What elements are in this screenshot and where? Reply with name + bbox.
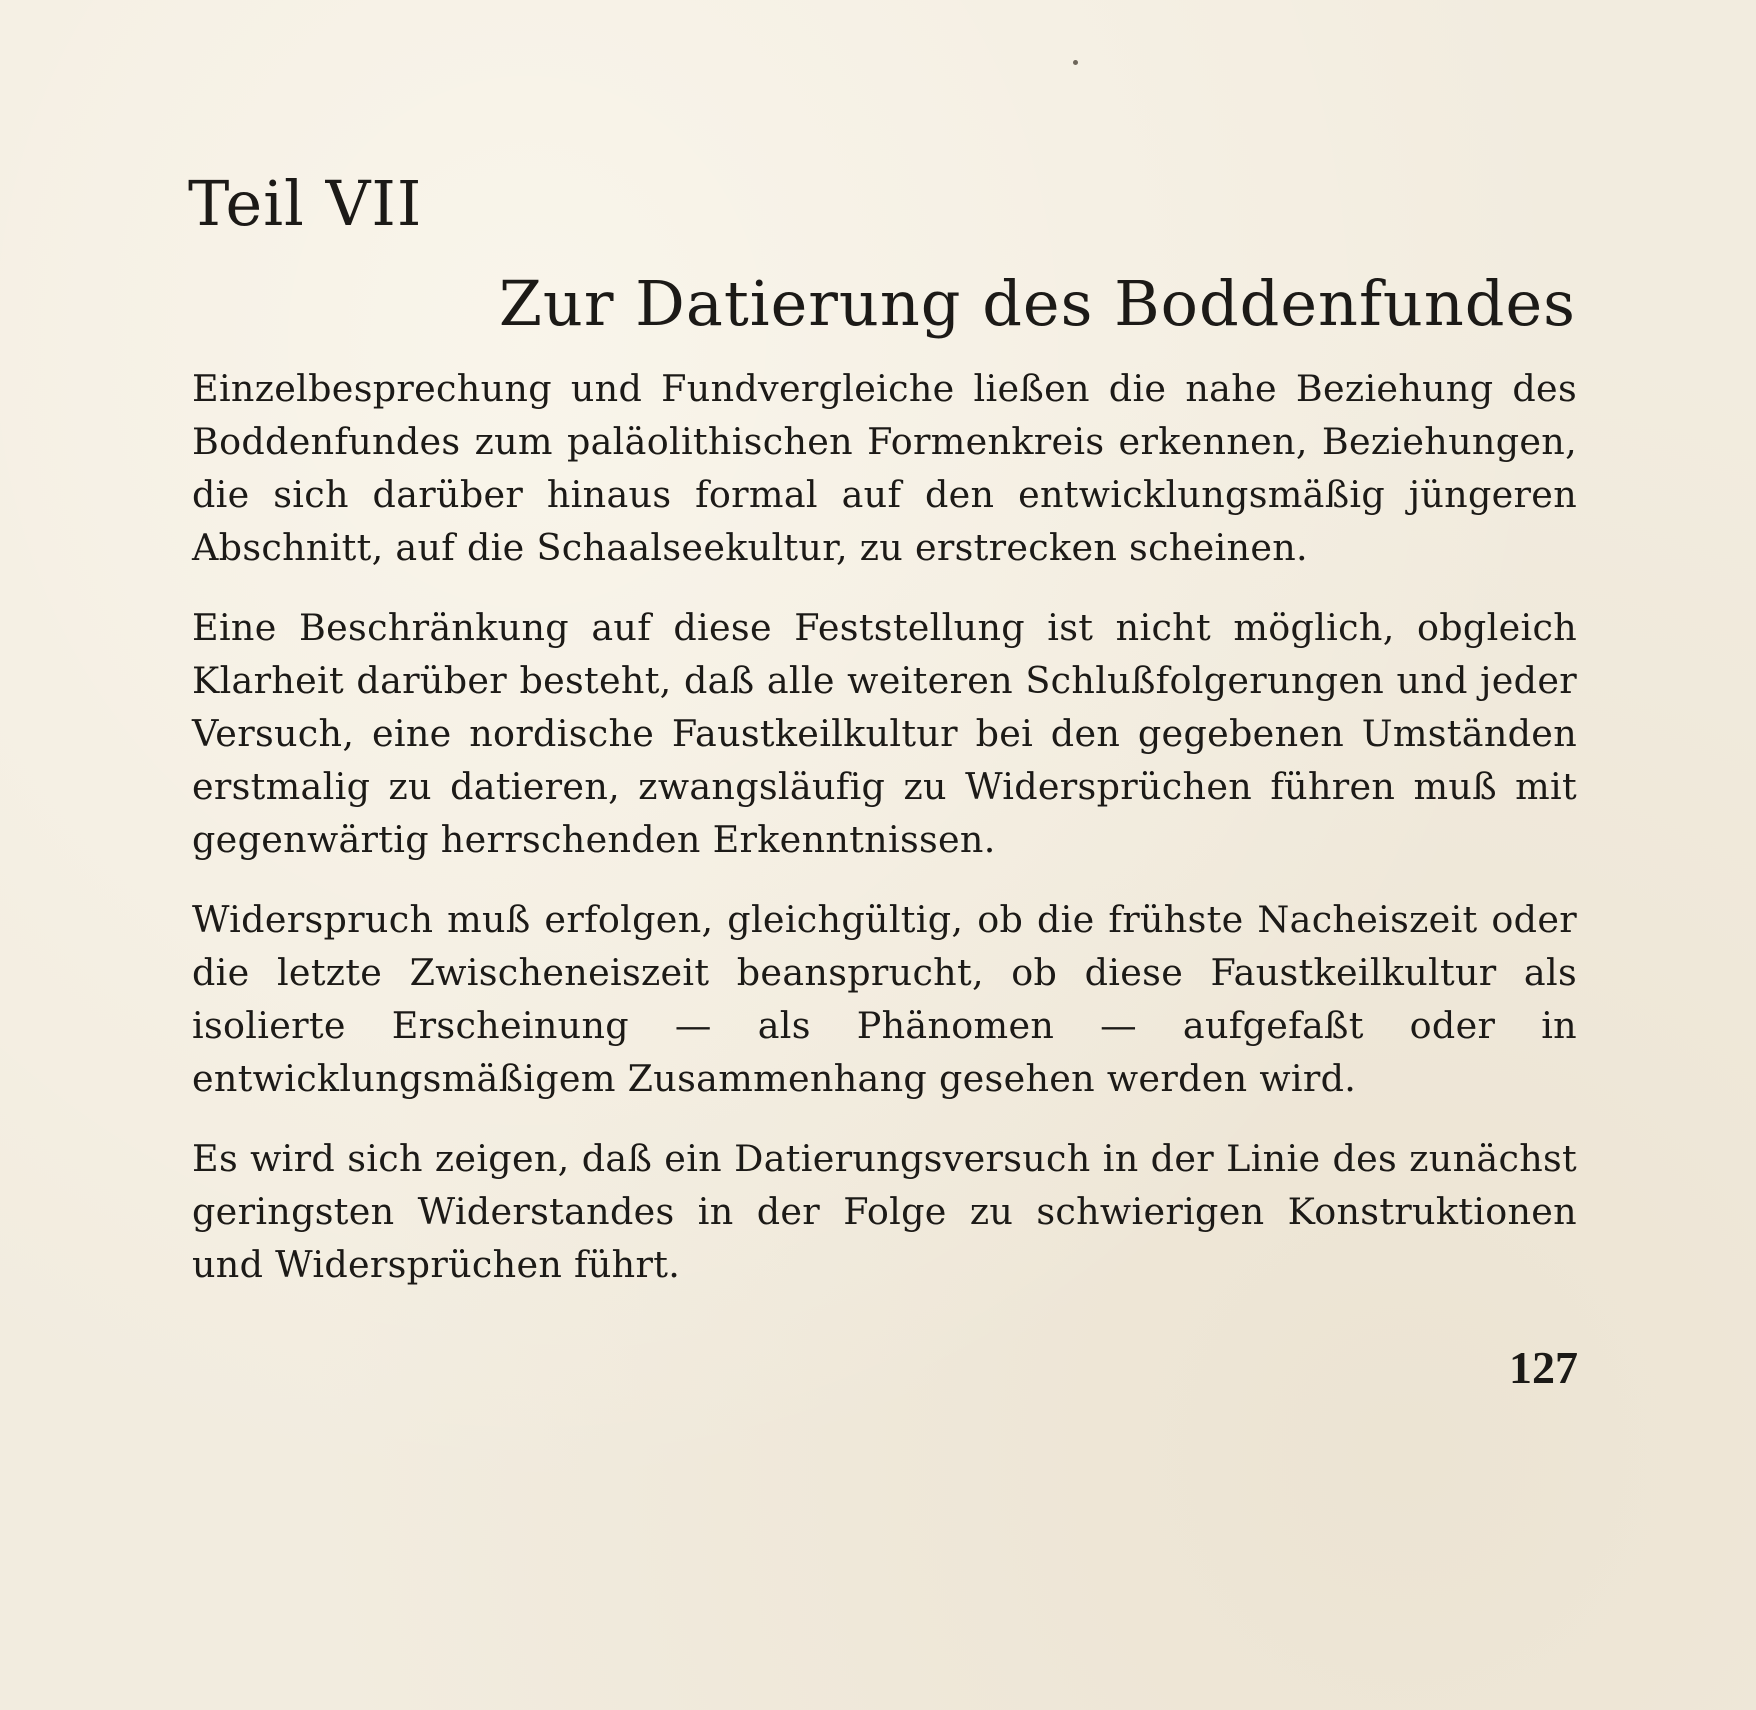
paragraph-3: Widerspruch muß erfolgen, gleichgültig, ob die frühste Nacheiszeit oder die letzte Zwischeneiszeit beansprucht, ob diese Faustkeilkultur als isolierte Erscheinung — als Phänomen — aufgefaßt oder in entwicklungsmäßigem Zusammenhang gesehen werden wird. (192, 898, 1577, 1100)
paragraph-4: Es wird sich zeigen, daß ein Datierungsversuch in der Linie des zunächst geringsten Widerstandes in der Folge zu schwierigen Konstruktionen und Widersprüchen führt. (192, 1137, 1577, 1286)
body-text (192, 362, 1577, 1291)
part-label: Teil VII (188, 167, 423, 240)
chapter-title: Zur Datierung des Boddenfundes (498, 267, 1576, 340)
page-number: 127 (1509, 1342, 1578, 1393)
paper-speck (1073, 60, 1078, 65)
paragraph-1: Einzelbesprechung und Fundvergleiche ließen die nahe Beziehung des Boddenfundes zum paläolithischen Formenkreis erkennen, Beziehungen, die sich darüber hinaus formal auf den entwicklungsmäßig jüngeren Abschnitt, auf die Schaalseekultur, zu erstrecken scheinen. (192, 367, 1577, 569)
paragraph-2: Eine Beschränkung auf diese Feststellung ist nicht möglich, obgleich Klarheit darüber besteht, daß alle weiteren Schlußfolgerungen und jeder Versuch, eine nordische Faustkeilkultur bei den gegebenen Umständen erstmalig zu datieren, zwangsläufig zu Widersprüchen führen muß mit gegenwärtig herrschenden Erkenntnissen. (192, 606, 1577, 861)
